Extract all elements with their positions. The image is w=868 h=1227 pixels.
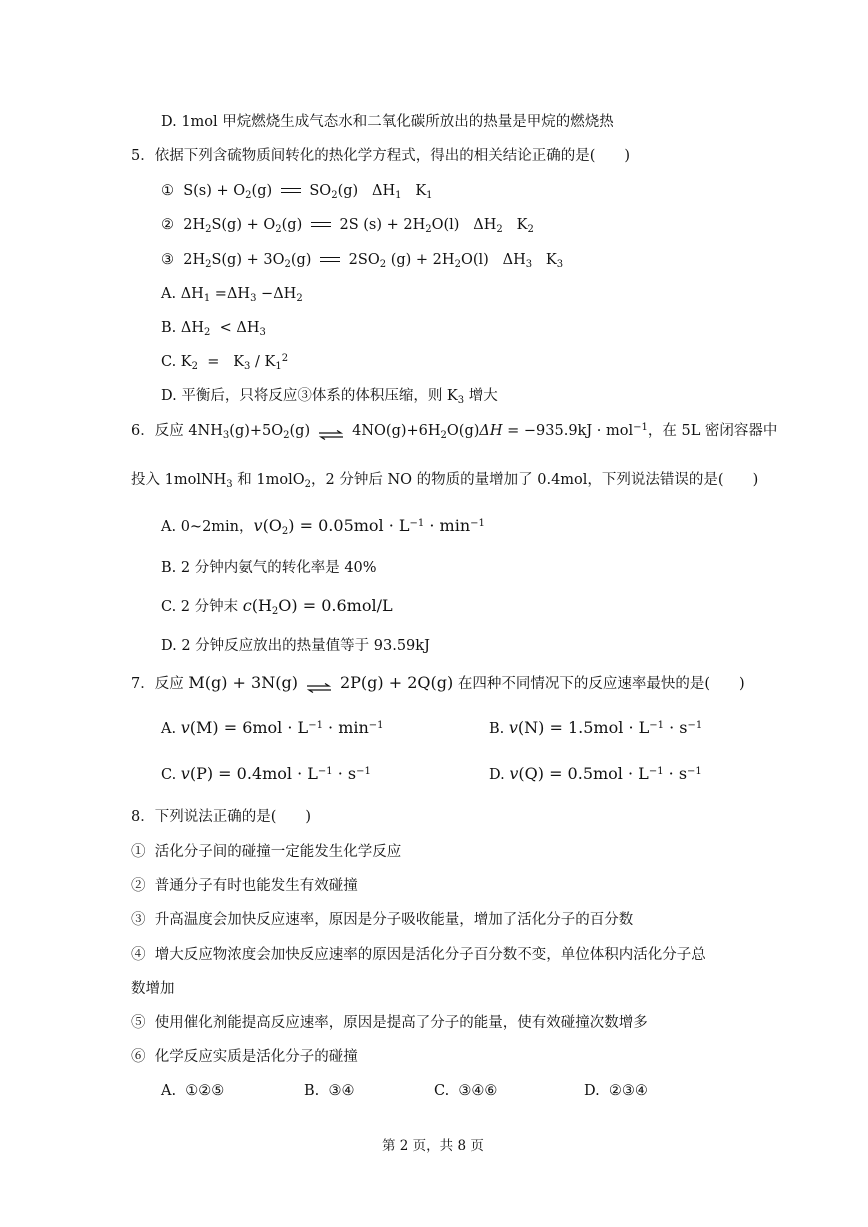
line-q5_eq1: ① $S(s) + O_2(g)$ $SO_2(g)$ $\Delta H_1$ $K_1$ bbox=[161, 183, 433, 201]
line-q8_c: C. ③④⑥ bbox=[434, 1083, 498, 1099]
line-q8_5: ⑤ 使用催化剂能提高反应速率，原因是提高了分子的能量，使有效碰撞次数增多 bbox=[131, 1015, 648, 1031]
line-q6_b: B. 2 分钟内氨气的转化率是 40% bbox=[161, 560, 377, 576]
line-q8_6: ⑥ 化学反应实质是活化分子的碰撞 bbox=[131, 1049, 358, 1065]
line-q6_l2: 投入 1molNH$_3$ 和 1molO$_2$，2 分钟后 NO 的物质的量增加了 0.4mol，下列说法错误的是( ) bbox=[131, 472, 759, 490]
line-q8_4a: ④ 增大反应物浓度会加快反应速率的原因是活化分子百分数不变，单位体积内活化分子总 bbox=[131, 947, 706, 963]
line-q6_a: A. 0~2min，$v(O_2) = 0.05mol \cdot L^{-1} \cdot \min^{-1}$ bbox=[161, 516, 485, 537]
page-footer: 第 2 页，共 8 页 bbox=[382, 1138, 484, 1154]
line-q8_1: ① 活化分子间的碰撞一定能发生化学反应 bbox=[131, 844, 402, 860]
line-q5_b: B. $\Delta H_2 < \Delta H_3$ bbox=[161, 320, 266, 338]
line-q8_a: A. ①②⑤ bbox=[161, 1083, 225, 1099]
line-q8_4b: 数增加 bbox=[131, 981, 175, 997]
line-d_prev: D. 1mol 甲烷燃烧生成气态水和二氧化碳所放出的热量是甲烷的燃烧热 bbox=[161, 114, 614, 130]
line-q5_eq3: ③ $2H_2S(g) + 3O_2(g)$ $2SO_2$ $(g) + 2H_2O(l)$ $\Delta H_3$ $K_3$ bbox=[161, 252, 564, 270]
line-q6: 6．反应 $4NH_3(g)+5O_2(g) 4NO(g)+6H_2O(g)\Delta H = -935.9kJ \cdot mol^{-1}$，在 5L 密闭容器中 bbox=[131, 422, 778, 441]
line-q5_eq2: ② $2H_2S(g) + O_2(g)$ 2S $(s) + 2H_2O(l)$ $\Delta H_2$ $K_2$ bbox=[161, 217, 534, 235]
line-q5_c: C. $K_2 = K_3 / K_1^2$ bbox=[161, 353, 289, 372]
line-q6_d: D. 2 分钟反应放出的热量值等于 93.59kJ bbox=[161, 638, 430, 654]
line-q5_a: A. $\Delta H_1 =\Delta H_3 -\Delta H_2$ bbox=[161, 286, 303, 304]
line-q8: 8．下列说法正确的是( ) bbox=[131, 809, 312, 825]
line-q7: 7．反应 M(g) + 3N(g) 2P(g) + 2Q(g) 在四种不同情况下的反应速率最快的是( ) bbox=[131, 673, 745, 692]
line-q8_b: B. ③④ bbox=[304, 1083, 355, 1099]
line-q7_d: D. $v(Q) = 0.5mol \cdot L^{-1} \cdot s^{-1}$ bbox=[489, 764, 702, 783]
line-q8_2: ② 普通分子有时也能发生有效碰撞 bbox=[131, 878, 358, 894]
line-q7_a: A. $v(M) = 6mol \cdot L^{-1} \cdot \min^{-1}$ bbox=[161, 718, 384, 737]
line-q5: 5．依据下列含硫物质间转化的热化学方程式，得出的相关结论正确的是( ) bbox=[131, 148, 631, 164]
line-q7_c: C. $v(P) = 0.4mol \cdot L^{-1} \cdot s^{-1}$ bbox=[161, 764, 371, 783]
line-q5_d: D. 平衡后，只将反应③体系的体积压缩，则 $K_3$ 增大 bbox=[161, 388, 498, 406]
line-q6_c: C. 2 分钟末 $c(H_2O) = 0.6mol/L$ bbox=[161, 596, 393, 617]
line-q8_3: ③ 升高温度会加快反应速率，原因是分子吸收能量，增加了活化分子的百分数 bbox=[131, 912, 634, 928]
line-q7_b: B. $v(N) = 1.5mol \cdot L^{-1} \cdot s^{-1}$ bbox=[489, 718, 703, 737]
line-q8_d: D. ②③④ bbox=[584, 1083, 648, 1099]
